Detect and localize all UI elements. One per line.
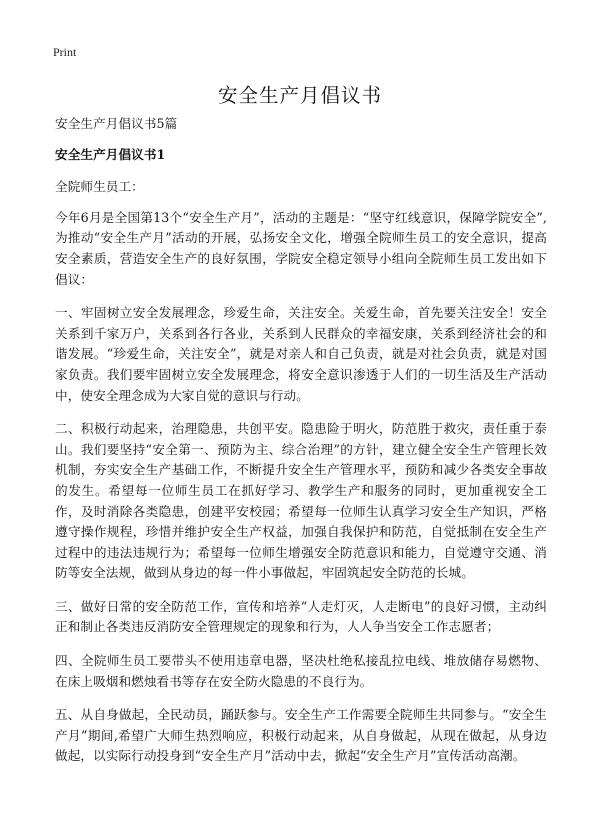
paragraph-2: 二、积极行动起来，治理隐患，共创平安。隐患险于明火，防范胜于救灾，责任重于泰山。我们要坚持“安全第一、预防为主、综合治理”的方针，建立健全安全生产管理长效机制，夯实安全生产基础工作，不断提升安全生产管理水平，预防和减少各类安全事故的发生。希望每一位师生员工在抓好学习、教学生产和服务的同时，更加重视安全工作，及时消除各类隐患，创建平安校园；希望每一位师生认真学习安全生产知识，严格遵守操作规程，珍惜并维护安全生产权益，加强自我保护和防范，自觉抵制在安全生产过程中的违法违规行为；希望每一位师生增强安全防范意识和能力，自觉遵守交通、消防等安全法规，做到从身边的每一件小事做起，牢固筑起安全防范的长城。: [55, 421, 547, 581]
document-subtitle: 安全生产月倡议书5篇: [55, 116, 178, 131]
document-body: [55, 114, 547, 780]
paragraph-1: 一、牢固树立安全发展理念，珍爱生命，关注安全。关爱生命，首先要关注安全！安全关系到千家万户，关系到各行各业，关系到人民群众的幸福安康，关系到经济社会的和谐发展。“珍爱生命，关注安全”，就是对亲人和自己负责，就是对社会负责，就是对国家负责。我们要牢固树立安全发展理念，将安全意识渗透于人们的一切生活及生产活动中，使安全理念成为大家自觉的意识与行动。: [55, 305, 547, 403]
paragraph-5: 五、从自身做起，全民动员，踊跃参与。安全生产工作需要全院师生共同参与。“安全生产月”期间,希望广大师生热烈响应，积极行动起来，从自身做起，从现在做起，从身边做起，以实际行动投身到“安全生产月”活动中去，掀起“安全生产月”宣传活动高潮。: [55, 707, 547, 764]
document-title: 安全生产月倡议书: [217, 84, 382, 107]
paragraph-3: 三、做好日常的安全防范工作，宣传和培养“人走灯灭，人走断电”的良好习惯，主动纠正和制止各类违反消防安全管理规定的现象和行为，人人争当安全工作志愿者；: [55, 598, 547, 635]
print-link[interactable]: Print: [53, 45, 77, 59]
section-heading: 安全生产月倡议书1: [55, 146, 166, 162]
paragraph-intro: 今年6月是全国第13个“安全生产月”，活动的主题是：“坚守红线意识，保障学院安全”,为推动“安全生产月”活动的开展，弘扬安全文化，增强全院师生员工的安全意识，提高安全素质，营造安全生产的良好氛围，学院安全稳定领导小组向全院师生员工发出如下倡议：: [55, 209, 547, 287]
greeting: 全院师生员工：: [55, 179, 144, 195]
paragraph-4: 四、全院师生员工要带头不使用违章电器，坚决杜绝私接乱拉电线、堆放储存易燃物、在床上吸烟和燃烛看书等存在安全防火隐患的不良行为。: [55, 653, 547, 689]
